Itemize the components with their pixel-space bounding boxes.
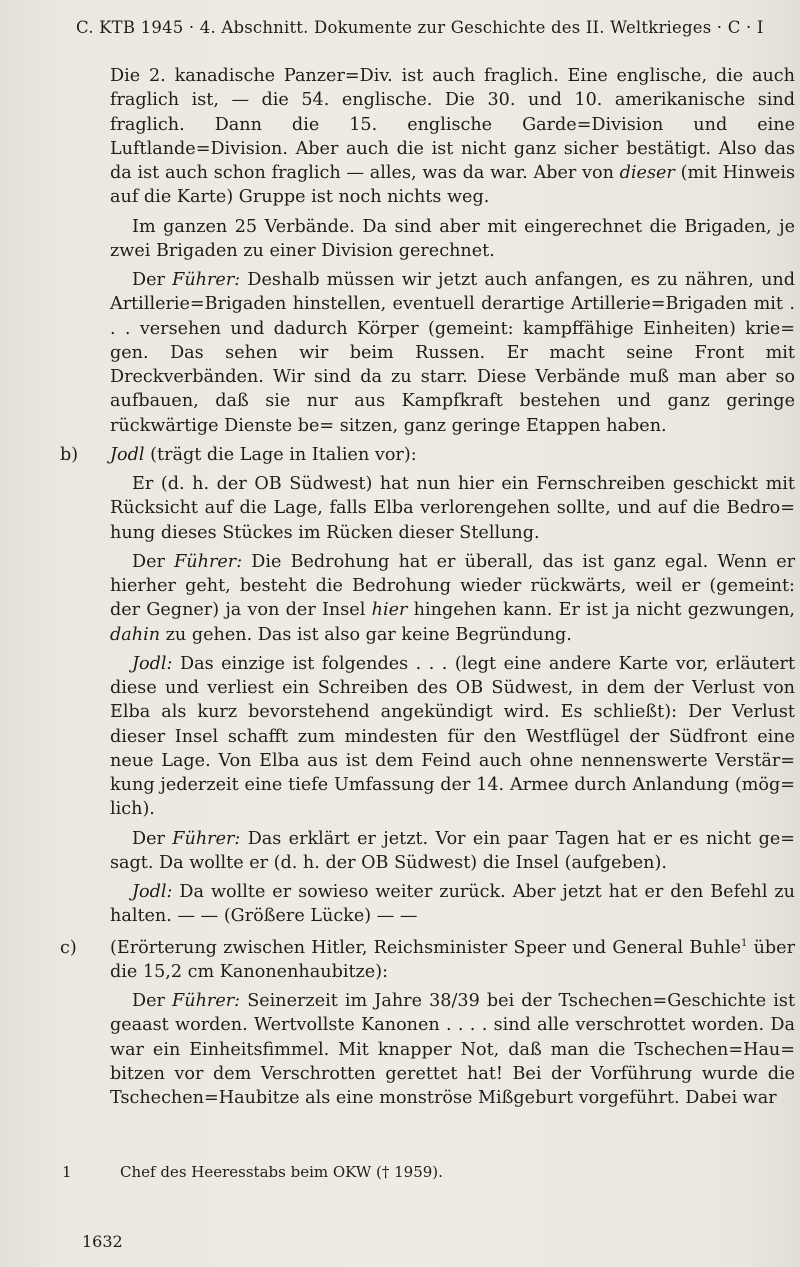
paragraph-fuehrer-1: Der Führer: Deshalb müssen wir jetzt auch anfangen, es zu nähren, und Artillerie=Brigaden hinstellen, eventuell derartige Artillerie=Brigaden mit . . . versehen und dadurch Körper (gemeint: kampffähige Einheiten) krie= gen. Das sehen wir beim Russen. Er macht seine Front mit Dreckverbänden. Wir sind da zu starr. Diese Verbände muß man aber so aufbauen, daß sie nur aus Kampfkraft bestehen und ganz geringe rückwärtige Dienste be= sitzen, ganz geringe Etappen haben. (110, 270, 796, 436)
item-c-intro: (Erörterung zwischen Hitler, Reichsminister Speer und General Buhle$^1$ über die 15,2 cm Kanonenhaubitze): (110, 937, 795, 982)
body-text (60, 64, 795, 1115)
running-head: C. KTB 1945 · 4. Abschnitt. Dokumente zur Geschichte des II. Weltkrieges · C · I (76, 18, 764, 37)
item-c (60, 936, 795, 1116)
item-b-paragraph-5: Jodl: Da wollte er sowieso weiter zurück. Aber jetzt hat er den Befehl zu halten. — — (Größere Lücke) — — (110, 882, 795, 927)
item-b-paragraph-1: Er (d. h. der OB Südwest) hat nun hier ein Fernschreiben geschickt mit Rücksicht auf die Lage, falls Elba verlorengehen sollte, und auf die Bedro= hung dieses Stückes im Rücken dieser Stellung. (110, 474, 795, 543)
paragraph-divisions: Die 2. kanadische Panzer=Div. ist auch fraglich. Eine englische, die auch fraglich ist, — die 54. englische. Die 30. und 10. amerikanische sind fraglich. Dann die 15. englische Garde=Division und eine Luftlande=Division. Aber auch die ist nicht ganz sicher bestätigt. Also das da ist auch schon fraglich — alles, was da war. Aber von dieser (mit Hinweis auf die Karte) Gruppe ist noch nichts weg. (110, 66, 795, 208)
emphasis-dieser: dieser (619, 163, 675, 183)
item-label-c: c) (60, 937, 77, 958)
footnote-number: 1 (62, 1163, 72, 1181)
item-c-paragraph-1: Der Führer: Seinerzeit im Jahre 38/39 bei der Tschechen=Geschichte ist geaast worden. Wertvollste Kanonen . . . . sind alle verschrottet worden. Da war ein Einheitsfimmel. Mit knapper Not, daß man die Tschechen=Hau= bitzen vor dem Verschrotten gerettet hat! Bei der Vorführung wurde die Tschechen=Haubitze als eine monströse Mißgeburt vorgeführt. Dabei war (110, 991, 796, 1108)
item-label-b: b) (60, 444, 79, 465)
item-b-paragraph-3: Jodl: Das einzige ist folgendes . . . (legt eine andere Karte vor, erläutert diese und verliest ein Schreiben des OB Südwest, in dem der Verlust von Elba als kurz bevorstehend angekündigt wird. Es schließt): Der Verlust dieser Insel schafft zum mindesten für den Westflügel der Südfront eine neue Lage. Von Elba aus ist dem Feind auch ohne nennenswerte Verstär= kung jederzeit eine tiefe Umfassung der 14. Armee durch Anlandung (mög= lich). (110, 653, 796, 820)
item-b-paragraph-4: Der Führer: Das erklärt er jetzt. Vor ein paar Tagen hat er es nicht ge= sagt. Da wollte er (d. h. der OB Südwest) die Insel (aufgeben). (110, 828, 796, 873)
item-b-intro: Jodl (trägt die Lage in Italien vor): (110, 444, 417, 465)
emphasis-dahin: dahin (110, 624, 161, 645)
item-b-paragraph-2: Der Führer: Die Bedrohung hat er überall, das ist ganz egal. Wenn er hierher geht, besteht die Bedrohung wieder rückwärts, weil er (gemeint: der Gegner) ja von der Insel hier hingehen kann. Er ist ja nicht gezwungen, dahin zu gehen. Das ist also gar keine Begründung. (110, 551, 796, 645)
speaker-jodl: Jodl (110, 444, 145, 465)
speaker-fuehrer: Führer: (172, 270, 241, 290)
speaker-fuehrer: Führer: (172, 991, 241, 1011)
speaker-jodl: Jodl: (132, 882, 173, 902)
footnote-text: Chef des Heeresstabs beim OKW († 1959). (120, 1163, 443, 1181)
speaker-jodl: Jodl: (132, 653, 173, 674)
page-number: 1632 (82, 1232, 123, 1251)
footnote (60, 1162, 760, 1182)
paragraph-verbaende: Im ganzen 25 Verbände. Da sind aber mit eingerechnet die Brigaden, je zwei Brigaden zu einer Division gerechnet. (110, 216, 795, 261)
speaker-fuehrer: Führer: (172, 828, 241, 849)
item-b (60, 443, 795, 934)
speaker-fuehrer: Führer: (174, 551, 243, 572)
footnote-marker: 1 (740, 937, 748, 949)
emphasis-hier: hier (371, 600, 408, 621)
